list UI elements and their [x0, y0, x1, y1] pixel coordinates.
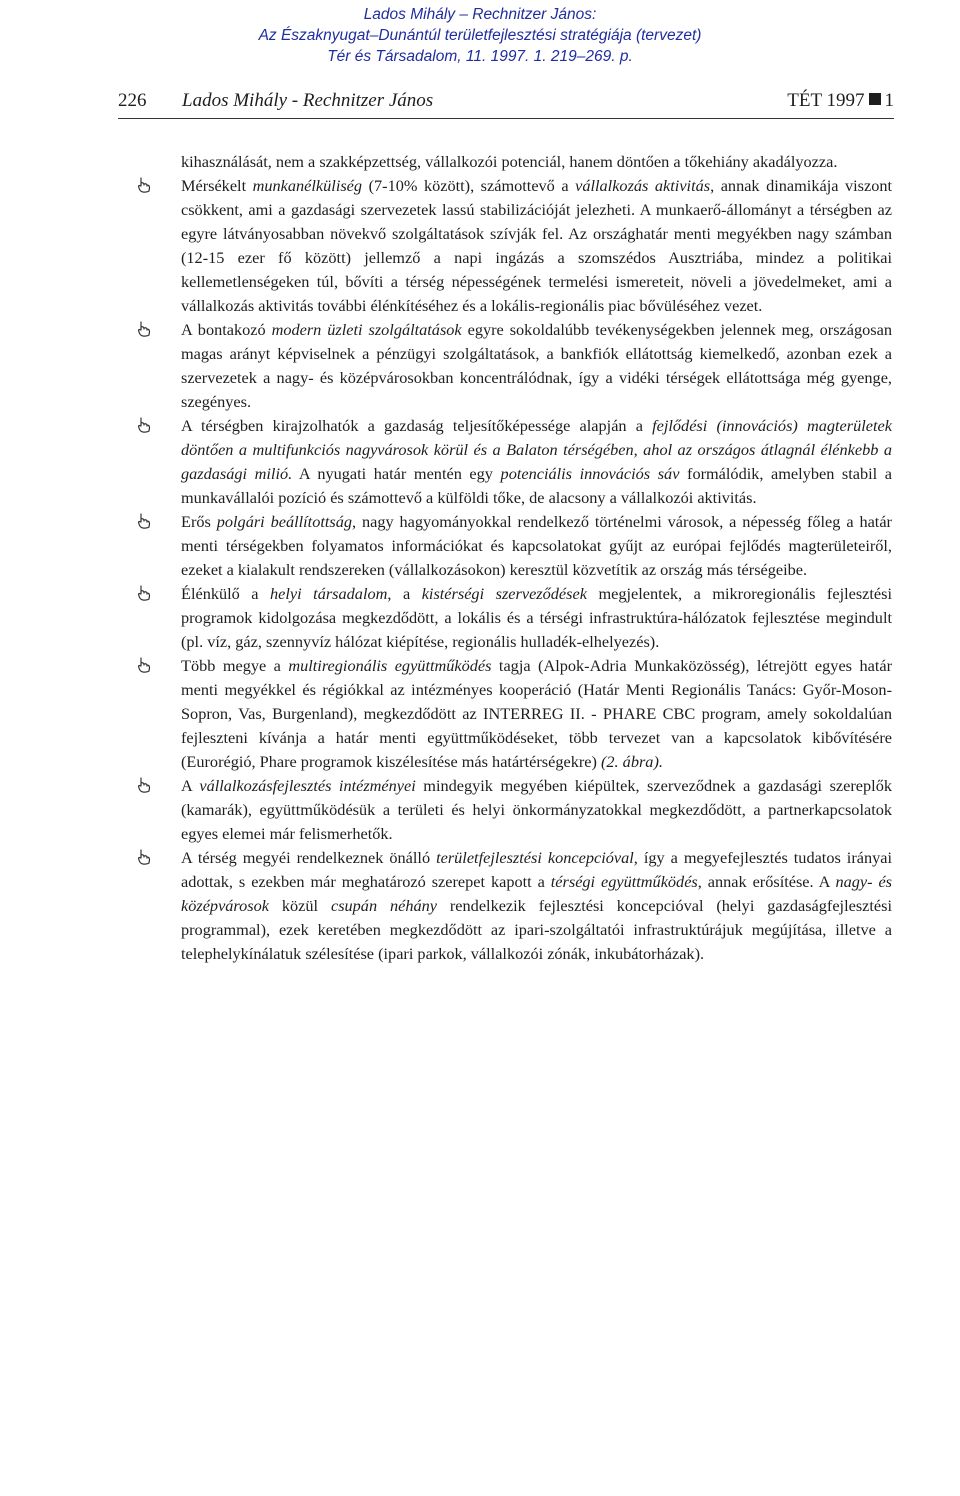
pointing-hand-icon: [137, 417, 151, 433]
emphasized-text: csupán néhány: [330, 896, 437, 915]
text-run: Élénkülő a: [181, 584, 271, 603]
emphasized-text: multiregionális együttműködés: [288, 656, 492, 675]
bullet-paragraph: [181, 414, 892, 510]
text-run: , annak dinamikája viszont csökkent, ami a gazdasági szervezetek lassú stabilizációját jelezheti. A munkaerő-állományt a térségben az egyre látványosabban növekvő szolgáltatások szívják fel. Az országhatár menti megyékben nagy számban (12-15 ezer fő között) jellemző a napi ingázás a szomszédos Ausztriába, mindez a politikai kellemetlenségeken túl, bővíti a térség népességének termelési ismereteit, növeli a jövedelmeket, ami a vállalkozás aktivitás további élénkítéséhez és a lokális-regionális piac bővüléséhez vezet.: [181, 176, 893, 315]
text-run: A térségben kirajzolhatók a gazdaság teljesítőképessége alapján a: [181, 416, 653, 435]
text-run: A térség megyéi rendelkeznek önálló: [181, 848, 437, 867]
pointing-hand-icon: [137, 177, 151, 193]
running-head-journal: [787, 90, 894, 112]
emphasized-text: kistérségi szerveződések: [421, 584, 587, 603]
pointing-hand-icon: [137, 513, 151, 529]
text-run: Több megye a: [181, 656, 289, 675]
pointing-hand-icon: [137, 777, 151, 793]
text-run: így a megyefejlesztés tudatos irányai adottak, s ezekben már meghatározó szerepet kapott a: [181, 848, 893, 891]
emphasized-text: polgári beállítottság: [216, 512, 352, 531]
bullet-paragraph: [181, 654, 892, 774]
text-run: , a: [387, 584, 422, 603]
text-run: (7-10% között), számottevő a: [362, 176, 576, 195]
square-bullet-icon: [869, 93, 881, 105]
text-run: tagja (Alpok-Adria Munkaközösség), létrejött egyes határ menti megyékkel és régiókkal az intézményes kooperáció (Határ Menti Regionális Tanács: Győr-Moson-Sopron, Vas, Burgenland), megkezdődött az INTERREG II. - PHARE CBC program, amely sokoldalúan fejleszteni kívánja a határ menti együttműködéseket, több tervezet van a kapcsolatok kibővítésére (Eurorégió, Phare programok kiszélesítése más határtérségekre): [181, 656, 892, 771]
bullet-paragraph: [181, 774, 892, 846]
citation-line-2: Az Északnyugat–Dunántúl területfejlesztési stratégiája (tervezet): [258, 27, 702, 44]
emphasized-text: térségi együttműködés: [550, 872, 698, 891]
text-run: rendelkezik fejlesztési koncepcióval (helyi gazdaságfejlesztési programmal), ezek keretében megkezdődött az ipari-szolgáltatói infrastruktúrájuk megújítása, illetve a telephelykínálatuk szélesítése (ipari parkok, vállalkozói zónák, inkubátorházak).: [181, 896, 892, 963]
text-run: egyre sokoldalúbb tevékenységekben jelennek meg, országosan magas arányt képviselnek a pénzügyi szolgáltatások, a bankfiók ellátottság kiemelkedő, azonban ezek a szervezetek a nagy- és középvárosokban koncentrálódnak, így a vidéki térségek ellátottsága még gyenge, szegényes.: [181, 320, 892, 411]
bullet-paragraph: [181, 174, 892, 318]
text-run: A: [181, 776, 200, 795]
text-run: Erős: [181, 512, 217, 531]
text-run: Mérsékelt: [181, 176, 253, 195]
pointing-hand-icon: [137, 585, 151, 601]
bullet-paragraph: [181, 318, 892, 414]
emphasized-text: potenciális innovációs sáv: [500, 464, 680, 483]
text-run: , nagy hagyományokkal rendelkező történelmi városok, a népesség főleg a határ menti térségekben folyamatos információkat és kapcsolatokat gyűjt az európai fejlődés magterületeiről, ezeket a kialakult rendszereken (vállalkozásokon) keresztül közvetítik az ország más térségeibe.: [181, 512, 892, 579]
pointing-hand-icon: [137, 849, 151, 865]
text-run: A bontakozó: [181, 320, 272, 339]
emphasized-text: modern üzleti szolgáltatások: [271, 320, 462, 339]
text-run: közül: [269, 896, 331, 915]
text-run: A nyugati határ mentén egy: [292, 464, 501, 483]
pointing-hand-icon: [137, 321, 151, 337]
pointing-hand-icon: [137, 657, 151, 673]
citation-line-1: Lados Mihály – Rechnitzer János:: [363, 6, 597, 23]
emphasized-text: vállalkozás aktivitás: [575, 176, 711, 195]
emphasized-text: területfejlesztési koncepcióval,: [436, 848, 638, 867]
body-text: [181, 150, 892, 966]
page-number: 226: [118, 90, 147, 111]
text-run: megjelentek, a mikroregionális fejlesztési programok kidolgozása megkezdődött, a lokális és a térségi infrastruktúra-hálózatok fejlesztése megindult (pl. víz, gáz, szennyvíz hálózat kiépítése, regionális hulladék-elhelyezés).: [181, 584, 893, 651]
emphasized-text: vállalkozásfejlesztés intézményei: [199, 776, 416, 795]
emphasized-text: helyi társadalom: [270, 584, 388, 603]
text-run: formálódik, amelyben stabil a munkavállalói pozíció és számottevő a külföldi tőke, de alacsony a vállalkozói aktivitás.: [181, 464, 893, 507]
journal-title: TÉT 1997: [787, 90, 865, 111]
emphasized-text: fejlődési (innovációs) magterületek döntően a multifunkciós nagyvárosok körül és a Balaton térségében, ahol az országos átlagnál élénkebb a gazdasági milió.: [181, 416, 892, 483]
bullet-paragraph: [181, 846, 892, 966]
running-head: [118, 88, 894, 119]
emphasized-text: nagy- és középvárosok: [181, 872, 893, 915]
bullet-paragraph: [181, 582, 892, 654]
continuation-paragraph: kihasználását, nem a szakképzettség, vállalkozói potenciál, hanem döntően a tőkehiány akadályozza.: [181, 152, 838, 171]
text-run: , annak erősítése. A: [697, 872, 836, 891]
bullet-paragraph: [181, 510, 892, 582]
journal-issue: 1: [884, 90, 894, 111]
emphasized-text: munkanélküliség: [252, 176, 363, 195]
citation-header: [0, 4, 960, 67]
running-head-authors: Lados Mihály - Rechnitzer János: [182, 90, 434, 111]
citation-line-3: Tér és Társadalom, 11. 1997. 1. 219–269. p.: [327, 48, 633, 65]
emphasized-text: (2. ábra).: [600, 752, 663, 771]
text-run: mindegyik megyében kiépültek, szerveződnek a gazdasági szereplők (kamarák), együttműködésük a területi és helyi önkormányzatokkal megkezdődött, a partnerkapcsolatok egyes elemei már felismerhetők.: [181, 776, 892, 843]
